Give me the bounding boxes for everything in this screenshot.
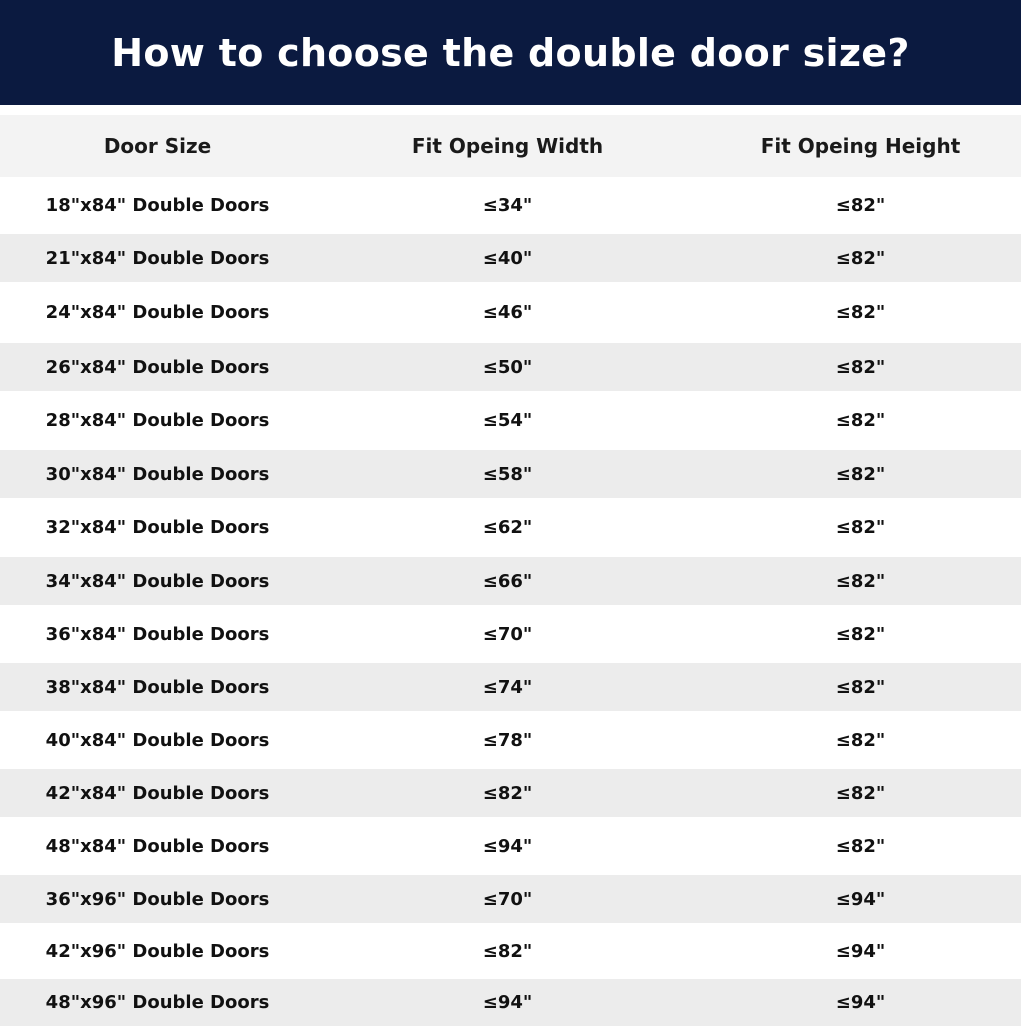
cell-door-size: 21"x84" Double Doors xyxy=(45,247,270,269)
cell-fit-height: ≤94" xyxy=(835,888,886,910)
title-banner xyxy=(0,0,1021,105)
cell-fit-width: ≤70" xyxy=(482,888,533,910)
cell-fit-height: ≤82" xyxy=(835,302,886,323)
cell-door-size: 36"x84" Double Doors xyxy=(45,623,270,645)
cell-fit-height: ≤82" xyxy=(835,570,886,592)
cell-fit-height: ≤82" xyxy=(835,676,886,698)
table-row xyxy=(0,343,1021,391)
cell-fit-height: ≤82" xyxy=(835,410,886,431)
cell-fit-width: ≤50" xyxy=(482,356,533,378)
cell-fit-height: ≤82" xyxy=(835,623,886,645)
table-row xyxy=(0,979,1021,1026)
table-row xyxy=(0,234,1021,282)
cell-fit-height: ≤82" xyxy=(835,782,886,804)
header-fit-width: Fit Opeing Width xyxy=(411,134,604,158)
cell-fit-height: ≤82" xyxy=(835,517,886,538)
table-row xyxy=(0,817,1021,875)
cell-door-size: 42"x96" Double Doors xyxy=(45,940,270,962)
cell-fit-height: ≤94" xyxy=(835,992,886,1013)
cell-fit-width: ≤94" xyxy=(482,992,533,1013)
cell-door-size: 30"x84" Double Doors xyxy=(45,463,270,485)
cell-fit-width: ≤46" xyxy=(482,302,533,323)
cell-door-size: 26"x84" Double Doors xyxy=(45,356,270,378)
table-body xyxy=(0,177,1021,1026)
cell-fit-width: ≤62" xyxy=(482,517,533,538)
cell-door-size: 36"x96" Double Doors xyxy=(45,888,270,910)
cell-door-size: 34"x84" Double Doors xyxy=(45,570,270,592)
cell-door-size: 38"x84" Double Doors xyxy=(45,676,270,698)
table-row xyxy=(0,923,1021,979)
table-row xyxy=(0,391,1021,450)
cell-fit-height: ≤82" xyxy=(835,195,886,216)
cell-door-size: 42"x84" Double Doors xyxy=(45,782,270,804)
cell-fit-height: ≤94" xyxy=(835,940,886,962)
page-title: How to choose the double door size? xyxy=(111,30,910,75)
cell-door-size: 24"x84" Double Doors xyxy=(45,302,270,323)
table-row xyxy=(0,177,1021,234)
cell-door-size: 32"x84" Double Doors xyxy=(45,517,270,538)
cell-fit-width: ≤94" xyxy=(482,835,533,857)
table-row xyxy=(0,557,1021,605)
table-row xyxy=(0,663,1021,711)
cell-fit-width: ≤82" xyxy=(482,940,533,962)
header-door-size: Door Size xyxy=(103,134,212,158)
table-row xyxy=(0,282,1021,343)
cell-fit-width: ≤74" xyxy=(482,676,533,698)
table-row xyxy=(0,450,1021,498)
table-row xyxy=(0,769,1021,817)
table-row xyxy=(0,875,1021,923)
cell-door-size: 48"x84" Double Doors xyxy=(45,835,270,857)
table-row xyxy=(0,711,1021,769)
table-row xyxy=(0,605,1021,663)
cell-fit-width: ≤40" xyxy=(482,247,533,269)
cell-fit-height: ≤82" xyxy=(835,463,886,485)
cell-fit-width: ≤66" xyxy=(482,570,533,592)
header-fit-height: Fit Opeing Height xyxy=(760,134,961,158)
cell-fit-width: ≤78" xyxy=(482,729,533,751)
table-header-row xyxy=(0,115,1021,177)
cell-fit-width: ≤82" xyxy=(482,782,533,804)
cell-fit-width: ≤54" xyxy=(482,410,533,431)
cell-fit-width: ≤34" xyxy=(482,195,533,216)
table-row xyxy=(0,498,1021,557)
cell-fit-height: ≤82" xyxy=(835,729,886,751)
cell-fit-height: ≤82" xyxy=(835,356,886,378)
cell-door-size: 40"x84" Double Doors xyxy=(45,729,270,751)
cell-fit-width: ≤70" xyxy=(482,623,533,645)
cell-door-size: 18"x84" Double Doors xyxy=(45,195,270,216)
cell-door-size: 48"x96" Double Doors xyxy=(45,992,270,1013)
cell-door-size: 28"x84" Double Doors xyxy=(45,410,270,431)
cell-fit-height: ≤82" xyxy=(835,835,886,857)
cell-fit-height: ≤82" xyxy=(835,247,886,269)
size-table xyxy=(0,115,1021,1026)
cell-fit-width: ≤58" xyxy=(482,463,533,485)
